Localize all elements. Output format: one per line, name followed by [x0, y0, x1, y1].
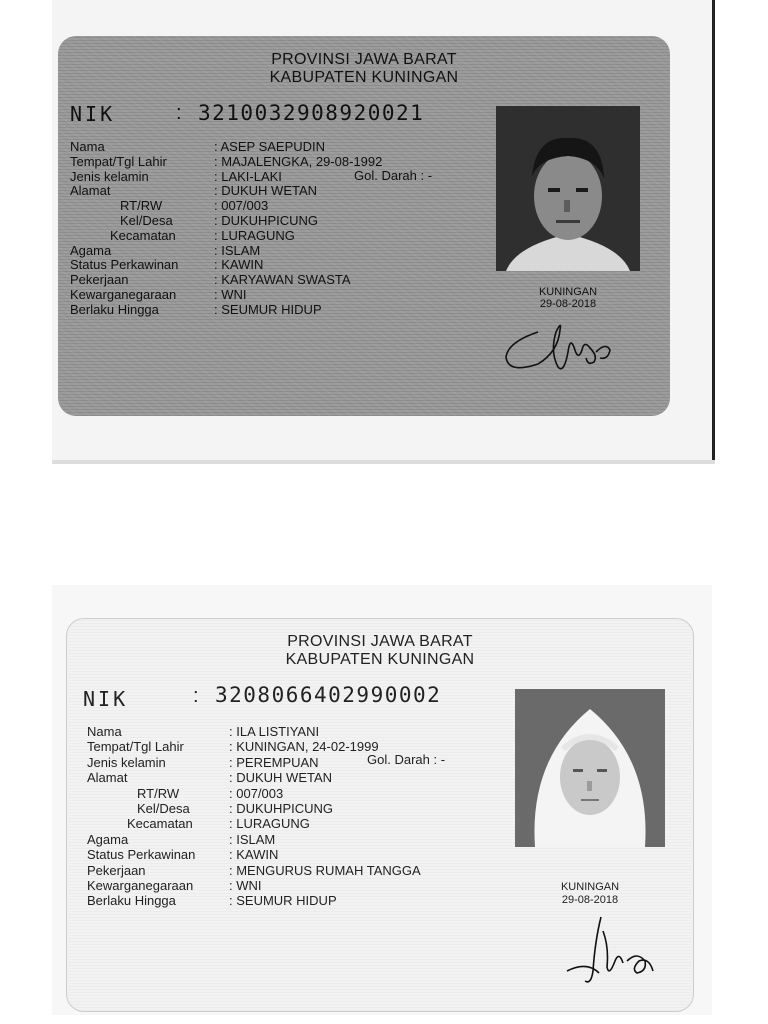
nik-colon: :: [176, 102, 182, 124]
field-value: : SEUMUR HIDUP: [229, 893, 337, 909]
field-label: Jenis kelamin: [70, 168, 149, 184]
field-value: : WNI: [214, 287, 247, 302]
issue-date: 29-08-2018: [561, 894, 619, 906]
field-label: Kel/Desa: [120, 213, 173, 228]
nik-number: 3210032908920021: [198, 101, 425, 125]
field-value: : PEREMPUAN: [229, 754, 319, 770]
id-card-2: [66, 618, 694, 1012]
field-value: : KAWIN: [214, 257, 264, 273]
field-label: Kewarganegaraan: [87, 878, 194, 893]
holder-signature: [557, 911, 677, 991]
issue-place: KUNINGAN: [560, 881, 620, 893]
nik-number: 3208066402990002: [215, 683, 442, 707]
field-label: Status Perkawinan: [70, 257, 179, 273]
holder-photo: [515, 689, 665, 847]
blood-type: Gol. Darah : -: [367, 752, 446, 767]
field-value: : DUKUH WETAN: [214, 183, 318, 199]
field-label: Pekerjaan: [87, 862, 146, 878]
field-value: : ISLAM: [229, 831, 276, 847]
holder-signature: [498, 312, 638, 382]
field-label: Tempat/Tgl Lahir: [87, 739, 184, 755]
field-value: : LAKI-LAKI: [214, 168, 282, 184]
nik-label: NIK: [83, 687, 129, 711]
field-label: Nama: [70, 139, 105, 154]
field-label: Berlaku Hingga: [87, 893, 176, 909]
nik-label: NIK: [70, 102, 116, 126]
field-label: Kecamatan: [127, 816, 193, 832]
field-label: Status Perkawinan: [87, 847, 196, 863]
id-card-1: [58, 36, 670, 416]
province-title: PROVINSI JAWA BARAT: [271, 51, 457, 68]
field-value: : ILA LISTIYANI: [229, 724, 320, 739]
holder-photo: [496, 106, 640, 271]
field-value: : LURAGUNG: [214, 227, 295, 243]
field-value: : 007/003: [229, 785, 284, 801]
field-value: : SEUMUR HIDUP: [214, 301, 322, 317]
field-label: RT/RW: [120, 198, 163, 214]
province-title: PROVINSI JAWA BARAT: [287, 633, 473, 650]
field-value: : WNI: [229, 878, 262, 893]
field-label: Pekerjaan: [70, 272, 129, 288]
issue-date: 29-08-2018: [539, 298, 597, 310]
field-value: : DUKUH WETAN: [229, 770, 333, 786]
field-value: : MENGURUS RUMAH TANGGA: [229, 862, 421, 878]
field-value: : KAWIN: [229, 847, 279, 863]
field-value: : DUKUHPICUNG: [214, 213, 319, 228]
field-value: : DUKUHPICUNG: [229, 801, 334, 816]
field-value: : ISLAM: [214, 242, 261, 258]
field-label: Kecamatan: [110, 227, 176, 243]
field-label: Berlaku Hingga: [70, 301, 159, 317]
field-label: Jenis kelamin: [87, 754, 166, 770]
field-label: RT/RW: [137, 785, 180, 801]
field-label: Alamat: [70, 183, 111, 199]
field-label: Tempat/Tgl Lahir: [70, 153, 167, 169]
field-value: : 007/003: [214, 198, 269, 214]
field-label: Kewarganegaraan: [70, 287, 177, 302]
regency-title: KABUPATEN KUNINGAN: [269, 69, 459, 86]
field-value: : ASEP SAEPUDIN: [214, 139, 326, 154]
regency-title: KABUPATEN KUNINGAN: [285, 651, 475, 668]
issue-place: KUNINGAN: [538, 286, 598, 298]
field-label: Agama: [70, 242, 112, 258]
field-value: : MAJALENGKA, 29-08-1992: [214, 153, 383, 169]
nik-colon: :: [193, 685, 199, 707]
field-value: : LURAGUNG: [229, 816, 310, 832]
field-label: Alamat: [87, 770, 128, 786]
field-label: Nama: [87, 724, 122, 739]
field-value: : KARYAWAN SWASTA: [214, 272, 351, 288]
field-value: : KUNINGAN, 24-02-1999: [229, 739, 379, 755]
blood-type: Gol. Darah : -: [354, 168, 433, 183]
field-label: Kel/Desa: [137, 801, 190, 816]
field-label: Agama: [87, 831, 129, 847]
